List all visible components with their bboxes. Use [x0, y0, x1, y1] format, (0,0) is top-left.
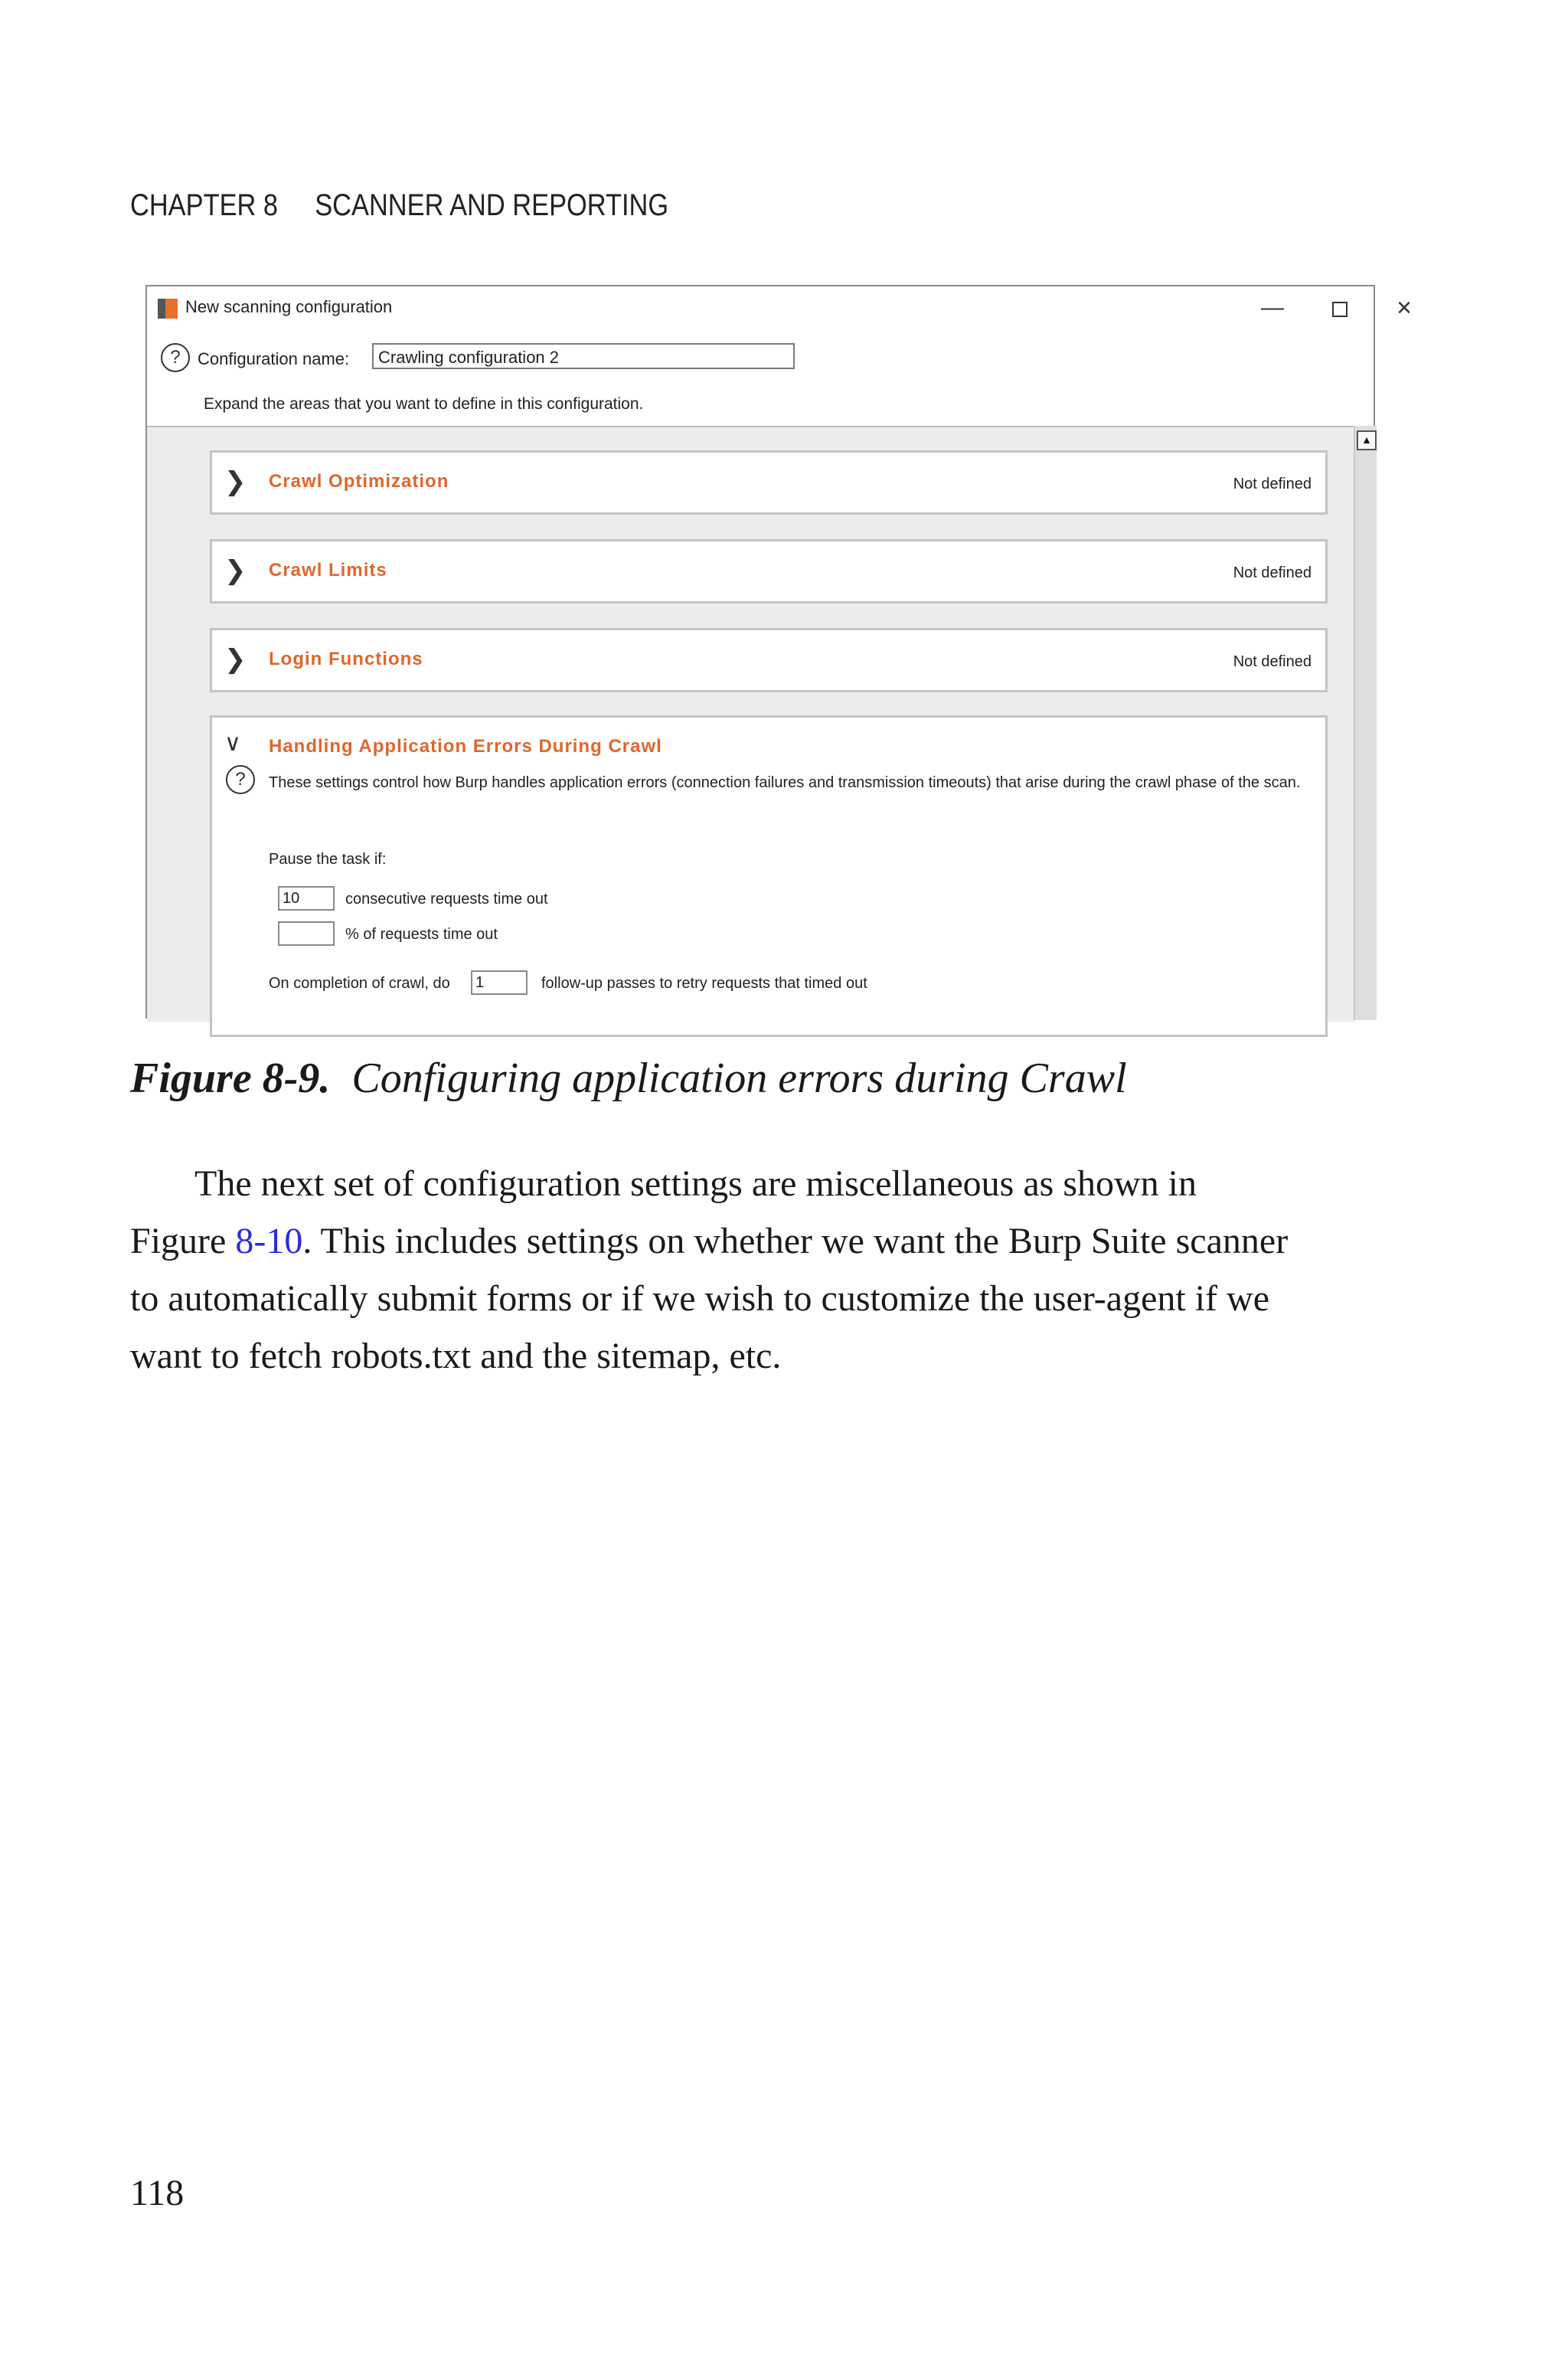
config-name-input[interactable]: Crawling configuration 2 — [372, 343, 795, 369]
config-areas — [147, 426, 1354, 1022]
paragraph-line: to automatically submit forms or if we wish to customize the user-agent if we — [130, 1278, 1269, 1319]
burp-app-icon — [158, 299, 178, 319]
paragraph-line — [130, 1212, 1393, 1270]
vertical-scrollbar[interactable] — [1354, 426, 1377, 1020]
config-name-label: Configuration name: — [198, 349, 350, 368]
panel-title[interactable]: Handling Application Errors During Crawl — [269, 736, 662, 757]
close-button[interactable]: × — [1396, 293, 1412, 322]
followup-prefix-label: On completion of crawl, do — [269, 975, 450, 992]
panel-crawl-optimization[interactable] — [210, 450, 1328, 515]
followup-suffix-label: follow-up passes to retry requests that timed out — [541, 975, 867, 992]
chapter-label: CHAPTER 8 — [130, 188, 279, 222]
figure-caption-text: Configuring application errors during Crawl — [351, 1055, 1127, 1102]
running-head — [130, 188, 668, 223]
panel-crawl-limits[interactable] — [210, 539, 1328, 603]
panel-description: These settings control how Burp handles application errors (connection failures and transmission timeouts) that arise during the crawl phase of the scan. — [269, 774, 1301, 791]
percent-timeouts-input[interactable] — [278, 921, 335, 946]
maximize-icon — [1332, 302, 1348, 317]
paragraph-line: want to fetch robots.txt and the sitemap, etc. — [130, 1336, 782, 1376]
figure-caption — [130, 1054, 1127, 1103]
help-icon[interactable]: ? — [161, 343, 190, 372]
panel-status: Not defined — [1233, 653, 1312, 670]
figure-link[interactable]: 8-10 — [235, 1221, 303, 1261]
panel-title: Login Functions — [269, 649, 423, 669]
config-name-row — [161, 342, 926, 380]
title-bar — [147, 286, 1412, 329]
consecutive-timeouts-input[interactable]: 10 — [278, 886, 335, 911]
panel-status: Not defined — [1233, 564, 1312, 581]
window-title: New scanning configuration — [185, 297, 393, 316]
chevron-down-icon[interactable]: ∨ — [224, 730, 241, 757]
chevron-right-icon[interactable]: ❯ — [224, 644, 247, 675]
panel-handling-app-errors — [210, 715, 1328, 1037]
scroll-up-arrow-icon[interactable]: ▲ — [1357, 430, 1377, 450]
help-icon[interactable]: ? — [226, 765, 255, 794]
section-title: SCANNER AND REPORTING — [315, 188, 669, 222]
followup-passes-input[interactable]: 1 — [471, 970, 528, 995]
figure-label: Figure 8-9. — [130, 1055, 331, 1102]
paragraph-line: The next set of configuration settings are miscellaneous as shown in — [194, 1163, 1197, 1204]
pause-label: Pause the task if: — [269, 851, 387, 868]
expand-hint: Expand the areas that you want to define in this configuration. — [204, 395, 644, 413]
percent-timeouts-label: % of requests time out — [345, 926, 498, 943]
panel-title: Crawl Limits — [269, 560, 387, 581]
scanning-config-window — [145, 285, 1412, 1019]
chevron-right-icon[interactable]: ❯ — [224, 555, 247, 586]
chevron-right-icon[interactable]: ❯ — [224, 466, 247, 497]
consecutive-timeouts-label: consecutive requests time out — [345, 891, 548, 908]
paragraph-text: Figure — [130, 1221, 236, 1261]
panel-title: Crawl Optimization — [269, 471, 449, 492]
page-number: 118 — [130, 2173, 185, 2213]
paragraph-text: . This includes settings on whether we want the Burp Suite scanner — [302, 1221, 1289, 1261]
maximize-button[interactable] — [1317, 291, 1363, 325]
panel-login-functions[interactable] — [210, 628, 1328, 692]
minimize-button[interactable]: — — [1261, 295, 1284, 320]
panel-status: Not defined — [1233, 476, 1312, 492]
body-paragraph — [130, 1155, 1393, 1385]
